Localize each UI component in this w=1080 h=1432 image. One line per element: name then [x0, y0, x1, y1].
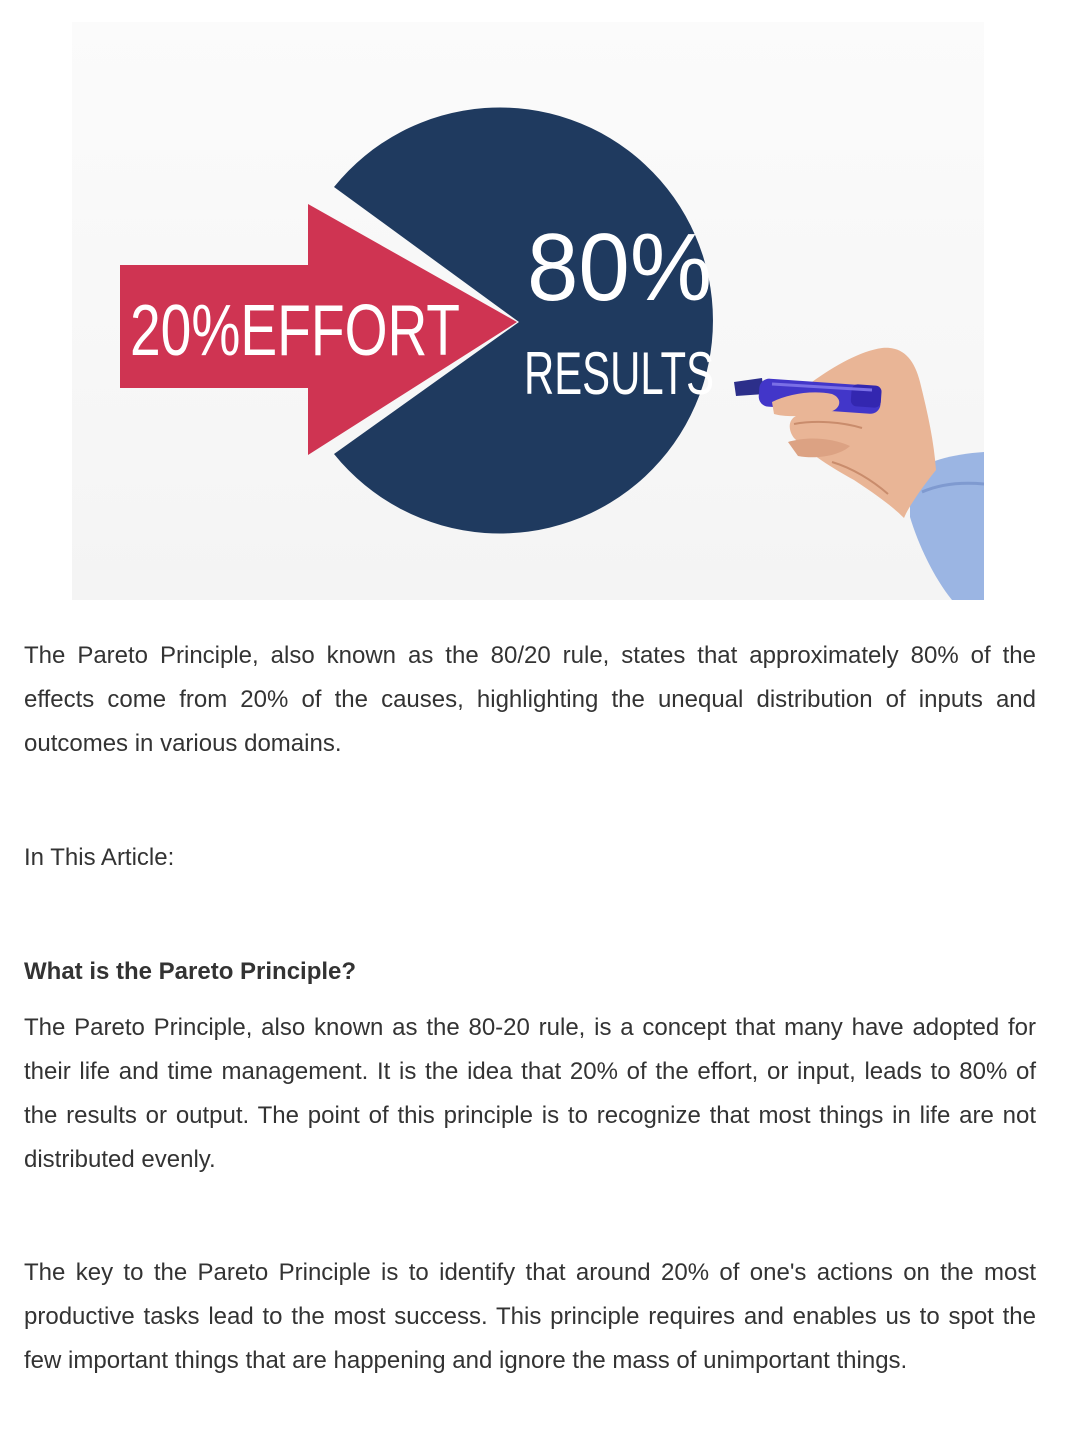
intro-paragraph: The Pareto Principle, also known as the 80/20 rule, states that approximately 80% of the effects come from 20% of the causes, highlighting the unequal distribution of inputs and outcomes in various domains.	[24, 642, 1036, 757]
pareto-hero-image	[72, 22, 984, 600]
effort-arrow-text: 20%EFFORT	[130, 291, 460, 371]
hand	[784, 348, 936, 518]
article-body	[24, 634, 1036, 1383]
results-percent-text: 80%	[527, 214, 712, 321]
in-this-article-label: In This Article:	[24, 844, 175, 871]
results-word-text: RESULTS	[524, 340, 714, 407]
section-heading: What is the Pareto Principle?	[24, 958, 357, 985]
pareto-illustration	[72, 22, 984, 600]
body-paragraph-1: The Pareto Principle, also known as the 80-20 rule, is a concept that many have adopted for their life and time management. It is the idea that 20% of the effort, or input, leads to 80% of the results or output. The point of this principle is to recognize that most things in life are not distributed evenly.	[24, 1014, 1036, 1173]
body-paragraph-2: The key to the Pareto Principle is to identify that around 20% of one's actions on the most productive tasks lead to the most success. This principle requires and enables us to spot the few important things that are happening and ignore the mass of unimportant things.	[24, 1259, 1036, 1374]
hand-with-marker-icon	[734, 348, 984, 600]
